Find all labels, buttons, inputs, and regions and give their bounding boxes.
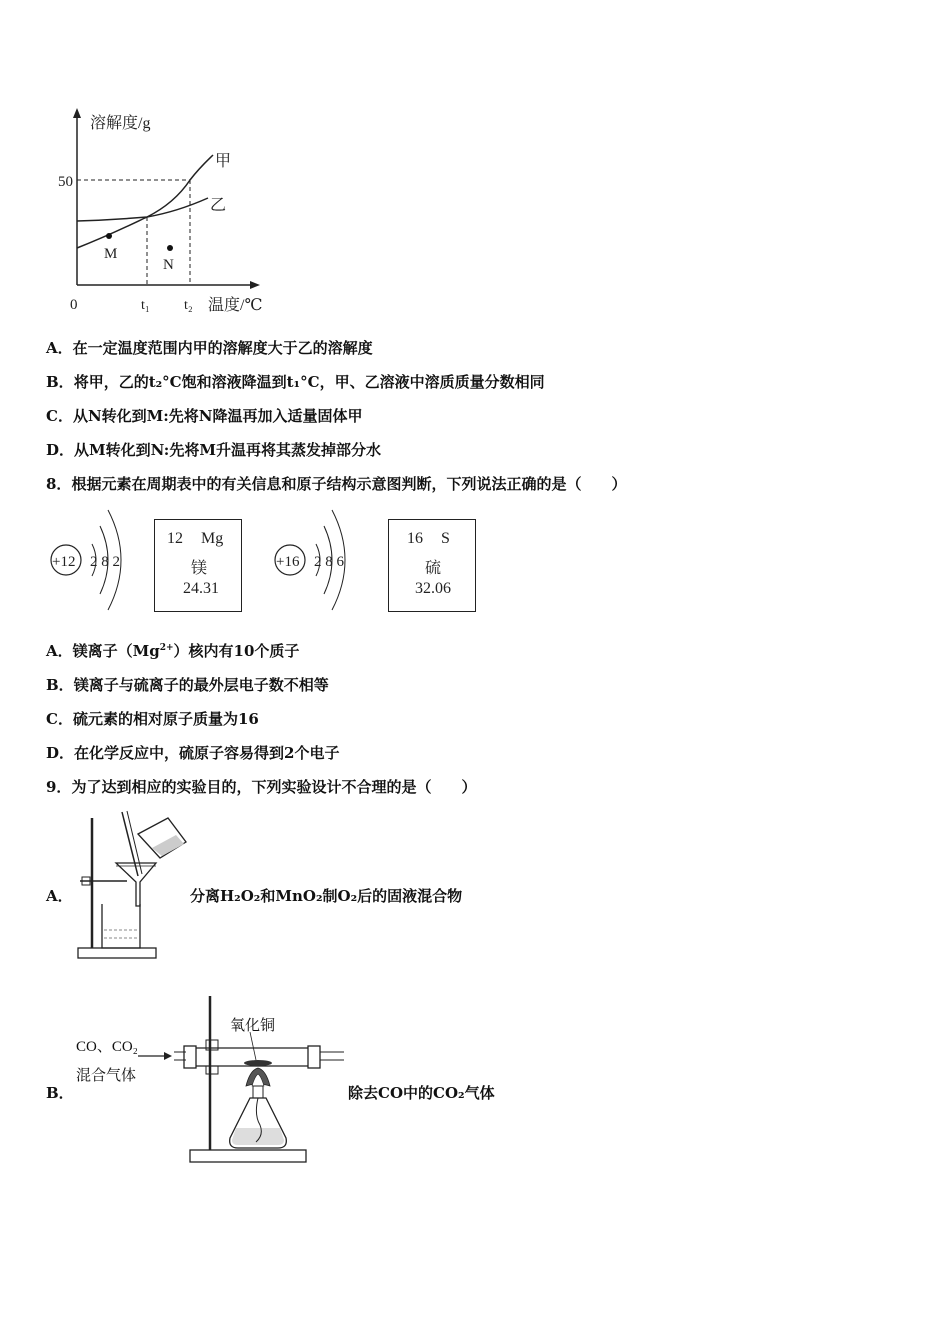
right-stopper: [308, 1046, 320, 1068]
reduction-apparatus: [138, 990, 350, 1170]
q9-stem: [46, 776, 476, 797]
label-jia: 甲: [215, 153, 232, 170]
point-n-dot: [167, 245, 173, 251]
option-letter: C．: [46, 710, 73, 728]
stand-base: [190, 1150, 306, 1162]
tick-origin: 0: [70, 297, 78, 313]
q8-option-b: [46, 674, 329, 695]
curve-jia: [77, 155, 213, 248]
option-text: 镁离子与硫离子的最外层电子数不相等: [73, 676, 329, 694]
option-letter: C．: [46, 407, 73, 425]
option-letter: D．: [46, 441, 75, 459]
s-atomic-number: 16: [407, 530, 423, 547]
stand-base: [78, 948, 156, 958]
filtration-apparatus: [72, 808, 192, 963]
mg-atom-diagram: [46, 500, 146, 620]
q9-option-a-desc: 分离H₂O₂和MnO₂制O₂后的固液混合物: [190, 887, 463, 905]
curve-yi: [77, 198, 208, 221]
gas-mixture-line1: CO、CO₂: [76, 1039, 138, 1055]
label-m: M: [104, 246, 118, 262]
q8-option-a: [46, 640, 299, 661]
option-letter: B．: [46, 676, 74, 694]
option-text: 从M转化到N:先将M升温再将其蒸发掉部分水: [74, 441, 381, 459]
solubility-graph: [50, 100, 280, 320]
receiving-beaker: [102, 904, 140, 948]
option-letter: A．: [46, 339, 73, 357]
option-letter: B．: [46, 373, 74, 391]
q7-option-d: [46, 439, 381, 460]
mg-symbol: Mg: [201, 530, 224, 547]
stand-clamp-2: [206, 1066, 218, 1074]
q7-option-b: [46, 371, 545, 392]
option-text: 硫元素的相对原子质量为16: [72, 710, 259, 728]
mg-name: 镁: [191, 560, 208, 577]
option-text: 从N转化到M:先将N降温再加入适量固体甲: [72, 407, 363, 425]
q9-option-b-desc: 除去CO中的CO₂气体: [348, 1084, 495, 1102]
point-m-dot: [106, 233, 112, 239]
copper-oxide-label: 氧化铜: [230, 1018, 276, 1034]
gas-mixture-line2: 混合气体: [76, 1068, 137, 1084]
s-nucleus-charge: +16: [276, 554, 300, 570]
tick-t2: t₂: [184, 298, 193, 313]
option-text: 将甲，乙的t₂°C饱和溶液降温到t₁°C，甲、乙溶液中溶质质量分数相同: [73, 373, 545, 391]
q9-option-a-letter: A．: [46, 887, 73, 905]
option-letter: D．: [46, 744, 75, 762]
charge-superscript: 2+: [159, 643, 174, 653]
q8-option-d: [46, 742, 339, 763]
q9-option-b-letter: B．: [46, 1084, 74, 1102]
inlet-arrow-head: [164, 1052, 172, 1060]
option-text: 在化学反应中，硫原子容易得到2个电子: [74, 744, 340, 762]
y-axis-arrow: [73, 108, 81, 118]
question-text: 为了达到相应的实验目的，下列实验设计不合理的是（ ）: [71, 778, 477, 796]
s-atomic-mass: 32.06: [415, 580, 451, 597]
question-number: 9．: [46, 778, 72, 796]
mg-nucleus-charge: +12: [52, 554, 76, 570]
mg-atomic-number: 12: [167, 530, 183, 547]
label-yi: 乙: [210, 197, 227, 214]
option-text: 在一定温度范围内甲的溶解度大于乙的溶解度: [72, 339, 373, 357]
copper-oxide-powder: [244, 1060, 272, 1066]
lamp-fuel: [232, 1128, 284, 1145]
option-letter: A．: [46, 642, 73, 660]
label-n: N: [163, 257, 174, 273]
x-axis-label: 温度/℃: [208, 297, 263, 314]
q8-stem: [46, 473, 626, 494]
mg-atomic-mass: 24.31: [183, 580, 219, 597]
option-text-end: ）核内有10个质子: [173, 642, 300, 660]
question-text: 根据元素在周期表中的有关信息和原子结构示意图判断，下列说法正确的是（ ）: [71, 475, 627, 493]
question-number: 8．: [46, 475, 72, 493]
y-axis-label: 溶解度/g: [90, 115, 151, 132]
mg-electron-shells: 2 8 2: [90, 554, 120, 570]
tick-50: 50: [58, 174, 73, 190]
lamp-wick-holder: [253, 1086, 263, 1098]
tick-t1: t₁: [141, 298, 150, 313]
left-stopper: [184, 1046, 196, 1068]
s-symbol: S: [441, 530, 450, 547]
s-name: 硫: [425, 560, 442, 577]
s-element-card: [388, 519, 476, 612]
mg-element-card: [154, 519, 242, 612]
label-pointer: [250, 1032, 256, 1060]
s-electron-shells: 2 8 6: [314, 554, 344, 570]
s-atom-diagram: [270, 500, 370, 620]
q8-option-c: [46, 708, 259, 729]
option-text: 镁离子（Mg: [72, 642, 160, 660]
q7-option-a: [46, 337, 373, 358]
q7-option-c: [46, 405, 363, 426]
x-axis-arrow: [250, 281, 260, 289]
